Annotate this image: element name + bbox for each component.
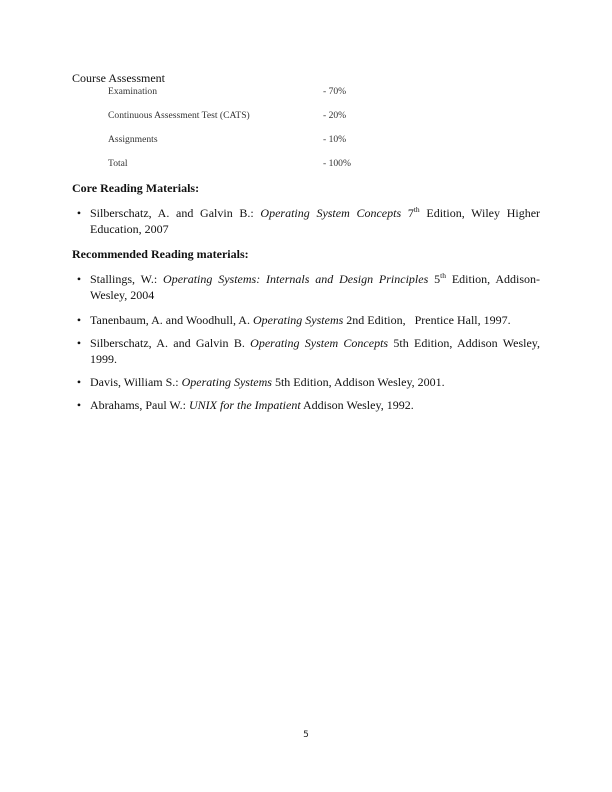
reference-text (90, 375, 540, 391)
reference-publisher: 5th Edition, Addison Wesley, 2001. (271, 375, 445, 389)
reference-title: UNIX for the Impatient (189, 398, 301, 412)
core-reading-item (72, 206, 540, 237)
recommended-reading-item (72, 375, 540, 391)
reference-title: Operating System Concepts (260, 206, 402, 220)
assessment-value: - 20% (323, 110, 347, 121)
reference-author: Abrahams, Paul W.: (90, 398, 189, 412)
reference-title: Operating Systems (252, 313, 344, 327)
bullet-icon: • (76, 206, 82, 220)
core-reading-heading: Core Reading Materials: (72, 181, 200, 195)
assessment-label: Continuous Assessment Test (CATS) (108, 110, 250, 121)
assessment-value: - 10% (323, 134, 347, 145)
reference-edition-number: 5 (428, 272, 441, 286)
bullet-icon: • (76, 313, 82, 327)
assessment-label: Total (108, 158, 128, 169)
reference-author: Silberschatz, A. and Galvin B.: (90, 206, 261, 220)
reference-author: Stallings, W.: (90, 272, 164, 286)
reference-author: Silberschatz, A. and Galvin B. (90, 336, 251, 350)
reference-title: Operating Systems (181, 375, 272, 389)
reference-publisher: Edition, Wiley Higher Education, 2007 (90, 206, 541, 236)
assessment-label: Assignments (108, 134, 158, 145)
reference-publisher: Edition, Addison-Wesley, 2004 (90, 272, 541, 302)
assessment-value: - 70% (323, 86, 347, 97)
reference-text (90, 336, 540, 367)
reference-author: Davis, William S.: (90, 375, 182, 389)
recommended-reading-item (72, 336, 540, 367)
bullet-icon: • (76, 336, 82, 350)
reference-edition-number: 7 (401, 206, 414, 220)
reference-publisher: 2nd Edition, Prentice Hall, 1997. (343, 313, 511, 327)
bullet-icon: • (76, 272, 82, 286)
page-number: 5 (303, 730, 309, 740)
reference-edition-suffix: th (413, 205, 420, 214)
reference-text (90, 313, 540, 329)
assessment-label: Examination (108, 86, 158, 97)
bullet-icon: • (76, 375, 82, 389)
recommended-reading-heading: Recommended Reading materials: (72, 247, 249, 261)
course-assessment-title: Course Assessment (72, 71, 165, 85)
recommended-reading-item (72, 398, 540, 414)
reference-edition-suffix: th (440, 271, 446, 280)
reference-title: Operating System Concepts (250, 336, 389, 350)
reference-title: Operating Systems: Internals and Design Principles (163, 272, 429, 286)
recommended-reading-item (72, 313, 540, 329)
recommended-reading-item (72, 272, 540, 303)
reference-text (90, 398, 540, 414)
bullet-icon: • (76, 398, 82, 412)
reference-text (90, 272, 540, 303)
reference-author: Tanenbaum, A. and Woodhull, A. (90, 313, 253, 327)
reference-text (90, 206, 540, 237)
assessment-value: - 100% (323, 158, 351, 169)
reference-publisher: 5th Edition, Addison Wesley, 1999. (90, 336, 541, 366)
reference-publisher: Addison Wesley, 1992. (300, 398, 414, 412)
